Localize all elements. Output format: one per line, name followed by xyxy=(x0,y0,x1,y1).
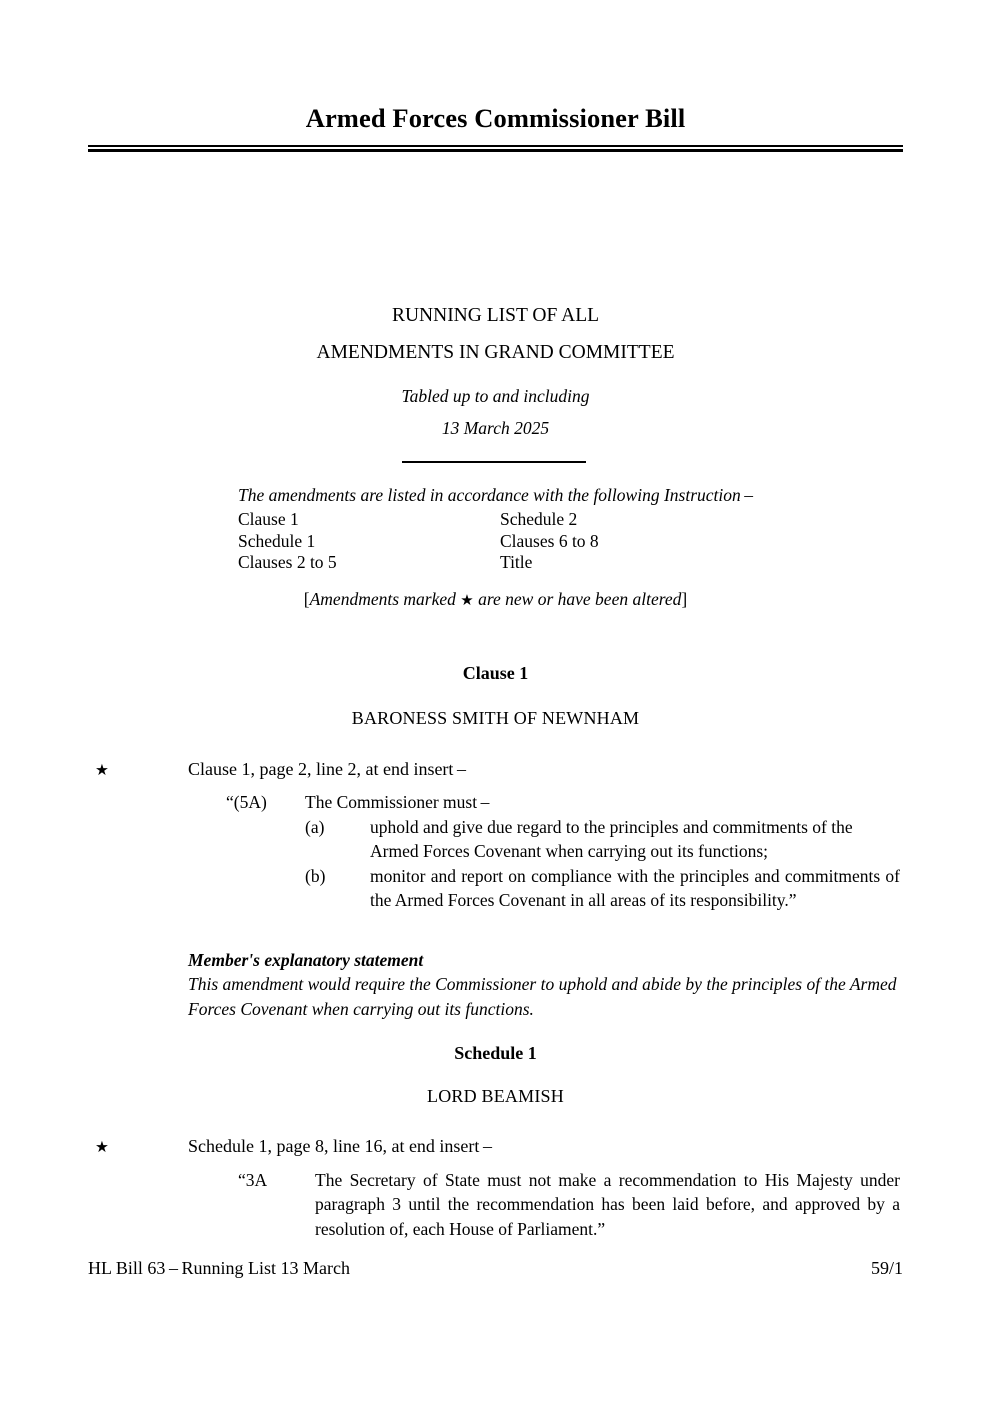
star-legend xyxy=(88,589,903,610)
instruction-order-list xyxy=(238,509,738,574)
footer-bill-reference: HL Bill 63 – Running List 13 March xyxy=(88,1258,351,1278)
explanatory-statement-title: Member's explanatory statement xyxy=(188,950,424,970)
explanatory-statement-body: This amendment would require the Commissioner to uphold and abide by the principles of the Armed Forces Covenant when carrying out its functions. xyxy=(188,974,897,1019)
star-legend-open-bracket: [ xyxy=(303,589,310,609)
star-legend-text-before: Amendments marked xyxy=(309,589,461,609)
section-heading-clause-1: Clause 1 xyxy=(462,663,529,683)
star-legend-close-bracket: ] xyxy=(681,589,688,609)
star-icon: ★ xyxy=(460,593,474,609)
page-title: Armed Forces Commissioner Bill xyxy=(305,103,686,133)
instruction-item: Clauses 6 to 8 xyxy=(500,530,599,551)
quoted-body-3a: The Secretary of State must not make a recommendation to His Majesty under paragraph 3 until the recommendation has been laid before, and approved by a resolution of, each House of Parliament.” xyxy=(315,1170,900,1239)
instruction-row xyxy=(238,552,738,574)
tabled-label: Tabled up to and including xyxy=(401,386,590,406)
star-icon: ★ xyxy=(95,1139,109,1156)
quoted-text-5a-intro xyxy=(226,790,900,814)
title-rule-thick xyxy=(88,149,903,152)
list-item-label-b: (b) xyxy=(305,865,326,886)
running-list-heading-line1: RUNNING LIST OF ALL xyxy=(391,305,600,326)
amendment-reference-clause-1: Clause 1, page 2, line 2, at end insert – xyxy=(188,759,467,779)
quoted-label-5a: “(5A) xyxy=(226,792,267,812)
title-double-rule xyxy=(88,145,903,152)
quoted-intro-text: The Commissioner must – xyxy=(305,792,490,812)
sponsor-name-schedule-1: LORD BEAMISH xyxy=(427,1086,564,1106)
star-icon: ★ xyxy=(95,762,109,779)
instruction-item: Title xyxy=(500,552,533,572)
instruction-line: The amendments are listed in accordance with the following Instruction – xyxy=(238,485,753,505)
list-item-text-b: monitor and report on compliance with the principles and commitments of the Armed Forces Covenant in all areas of its responsibility.” xyxy=(370,865,900,911)
list-item xyxy=(305,815,900,864)
instruction-item: Clauses 2 to 5 xyxy=(238,552,337,572)
section-divider-rule xyxy=(402,461,586,463)
instruction-row xyxy=(238,509,738,531)
instruction-item: Clause 1 xyxy=(238,509,299,529)
instruction-item: Schedule 2 xyxy=(500,509,578,529)
quoted-label-3a: “3A xyxy=(238,1170,268,1190)
instruction-item: Schedule 1 xyxy=(238,530,316,551)
sponsor-name-clause-1: BARONESS SMITH OF NEWNHAM xyxy=(351,708,640,728)
list-item-text-a: uphold and give due regard to the principles and commitments of the Armed Forces Covenant when carrying out its functions; xyxy=(370,817,853,862)
quoted-text-3a xyxy=(238,1168,900,1241)
list-item xyxy=(305,864,900,913)
list-item-label-a: (a) xyxy=(305,817,325,837)
amendment-reference-schedule-1: Schedule 1, page 8, line 16, at end insert – xyxy=(188,1136,493,1156)
quoted-sub-list xyxy=(305,815,900,913)
footer-page-number: 59/1 xyxy=(870,1258,903,1278)
instruction-row xyxy=(238,531,738,553)
star-legend-text-after: are new or have been altered xyxy=(473,589,682,609)
section-heading-schedule-1: Schedule 1 xyxy=(454,1043,537,1063)
page-footer xyxy=(88,1258,903,1279)
running-list-heading-line2: AMENDMENTS IN GRAND COMMITTEE xyxy=(316,342,675,363)
tabled-date: 13 March 2025 xyxy=(441,418,550,438)
explanatory-statement-clause-1 xyxy=(188,948,900,1021)
